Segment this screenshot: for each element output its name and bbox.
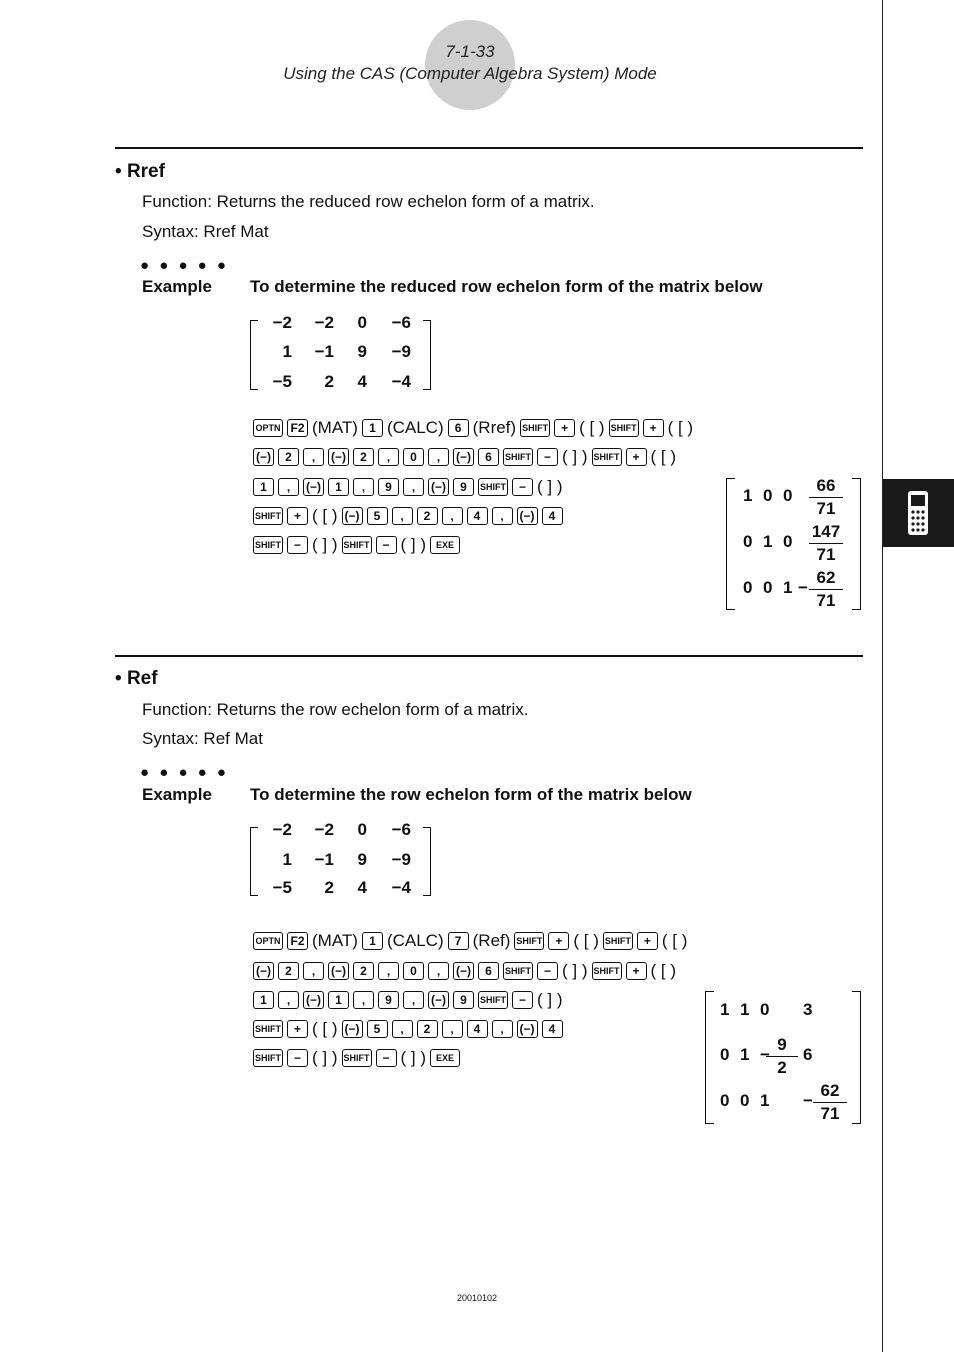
syntax-text: Syntax: Rref Mat xyxy=(142,222,269,241)
result-cell: 1 xyxy=(740,1000,750,1019)
key-caption: (MAT) xyxy=(312,417,358,437)
matrix-cell: 2 xyxy=(324,372,334,391)
matrix-cell: 9 xyxy=(357,342,367,361)
input-matrix xyxy=(250,820,431,897)
result-cell: 0 xyxy=(740,1091,750,1110)
f2-key: F2 xyxy=(287,419,308,437)
comma-key: , xyxy=(428,448,449,466)
minus-key: − xyxy=(512,991,533,1009)
example-text: To determine the row echelon form of the matrix below xyxy=(250,785,692,804)
matrix-cell: 1 xyxy=(282,850,292,869)
matrix-cell: −5 xyxy=(272,372,292,391)
result-cell: 3 xyxy=(803,1000,813,1019)
minus-key: − xyxy=(537,448,558,466)
key-sequence-line xyxy=(253,929,691,951)
key-caption: (CALC) xyxy=(386,930,444,950)
plus-key: + xyxy=(626,448,647,466)
result-sign: − xyxy=(803,1091,813,1110)
two-key: 2 xyxy=(417,507,438,525)
zero-key: 0 xyxy=(403,962,424,980)
neg-key: (−) xyxy=(303,991,324,1009)
matrix-cell: −9 xyxy=(391,342,411,361)
one-key: 1 xyxy=(362,419,383,437)
neg-key: (−) xyxy=(328,448,349,466)
nine-key: 9 xyxy=(378,478,399,496)
shift-key: SHIFT xyxy=(253,1020,283,1038)
result-cell: 0 xyxy=(760,1000,770,1019)
key-sequence-line xyxy=(253,988,567,1010)
key-caption: ( ] ) xyxy=(562,446,588,466)
key-caption: ( [ ) xyxy=(667,417,694,437)
matrix-cell: −2 xyxy=(272,313,292,332)
example-dots: ● ● ● ● ● xyxy=(140,764,229,781)
two-key: 2 xyxy=(417,1020,438,1038)
key-sequence-line xyxy=(253,1046,464,1068)
section-title: • Ref xyxy=(115,668,158,689)
neg-key: (−) xyxy=(453,448,474,466)
zero-key: 0 xyxy=(403,448,424,466)
matrix-cell: 4 xyxy=(357,878,367,897)
matrix-cell: −1 xyxy=(314,850,334,869)
matrix-cell: −2 xyxy=(272,820,292,839)
comma-key: , xyxy=(442,507,463,525)
key-caption: (MAT) xyxy=(312,930,358,950)
six-key: 6 xyxy=(478,962,499,980)
two-key: 2 xyxy=(353,448,374,466)
one-key: 1 xyxy=(362,932,383,950)
result-cell: 0 xyxy=(720,1045,730,1064)
exe-key: EXE xyxy=(430,1049,460,1067)
four-key: 4 xyxy=(467,507,488,525)
result-sign: − xyxy=(798,578,808,597)
result-cell: 0 xyxy=(763,486,773,505)
comma-key: , xyxy=(378,962,399,980)
shift-key: SHIFT xyxy=(609,419,639,437)
matrix-cell: −4 xyxy=(391,878,411,897)
right-margin-line xyxy=(882,0,883,1352)
matrix-cell: −4 xyxy=(391,372,411,391)
shift-key: SHIFT xyxy=(253,536,283,554)
key-caption: ( [ ) xyxy=(661,930,688,950)
matrix-cell: 9 xyxy=(357,850,367,869)
section-rule xyxy=(115,147,863,149)
shift-key: SHIFT xyxy=(253,1049,283,1067)
matrix-cell: 2 xyxy=(324,878,334,897)
four-key: 4 xyxy=(542,1020,563,1038)
function-description: Function: Returns the reduced row echelon form of a matrix. xyxy=(142,192,595,211)
neg-key: (−) xyxy=(328,962,349,980)
result-cell: 1 xyxy=(763,532,773,551)
neg-key: (−) xyxy=(342,507,363,525)
result-fraction: $\frac{62}{71}$ xyxy=(813,1081,847,1124)
matrix-cell: 0 xyxy=(357,313,367,332)
chapter-tab xyxy=(883,479,954,547)
key-caption: ( ] ) xyxy=(312,1047,338,1067)
minus-key: − xyxy=(537,962,558,980)
key-caption: ( ] ) xyxy=(562,960,588,980)
matrix-cell: −5 xyxy=(272,878,292,897)
result-matrix xyxy=(726,478,861,608)
result-cell: 0 xyxy=(743,578,753,597)
four-key: 4 xyxy=(542,507,563,525)
optn-key: OPTN xyxy=(253,932,283,950)
syntax-text: Syntax: Ref Mat xyxy=(142,729,263,748)
minus-key: − xyxy=(287,536,308,554)
result-cell: 0 xyxy=(743,532,753,551)
neg-key: (−) xyxy=(517,1020,538,1038)
neg-key: (−) xyxy=(253,448,274,466)
plus-key: + xyxy=(554,419,575,437)
result-fraction: $\frac{147}{71}$ xyxy=(809,522,843,565)
key-sequence-line xyxy=(253,533,464,555)
comma-key: , xyxy=(403,478,424,496)
shift-key: SHIFT xyxy=(592,448,622,466)
key-caption: ( [ ) xyxy=(312,505,338,525)
page-number: 7-1-33 xyxy=(445,42,495,61)
key-sequence-line xyxy=(253,475,567,497)
nine-key: 9 xyxy=(453,478,474,496)
neg-key: (−) xyxy=(428,991,449,1009)
comma-key: , xyxy=(353,991,374,1009)
neg-key: (−) xyxy=(253,962,274,980)
one-key: 1 xyxy=(328,478,349,496)
function-description: Function: Returns the row echelon form of a matrix. xyxy=(142,700,529,719)
shift-key: SHIFT xyxy=(342,536,372,554)
comma-key: , xyxy=(303,962,324,980)
plus-key: + xyxy=(548,932,569,950)
matrix-cell: −2 xyxy=(314,313,334,332)
result-cell: 1 xyxy=(743,486,753,505)
six-key: 6 xyxy=(478,448,499,466)
matrix-cell: −9 xyxy=(391,850,411,869)
two-key: 2 xyxy=(353,962,374,980)
input-matrix xyxy=(250,313,431,391)
matrix-cell: 4 xyxy=(357,372,367,391)
chapter-title: Using the CAS (Computer Algebra System) Mode xyxy=(283,64,657,83)
result-cell: 0 xyxy=(783,486,793,505)
result-matrix xyxy=(705,991,861,1122)
result-cell: 6 xyxy=(803,1045,813,1064)
shift-key: SHIFT xyxy=(478,991,508,1009)
comma-key: , xyxy=(492,507,513,525)
example-text: To determine the reduced row echelon form of the matrix below xyxy=(250,277,763,296)
key-caption: (Ref) xyxy=(472,930,511,950)
five-key: 5 xyxy=(367,507,388,525)
comma-key: , xyxy=(392,507,413,525)
matrix-cell: −2 xyxy=(314,820,334,839)
result-cell: 1 xyxy=(783,578,793,597)
key-caption: ( ] ) xyxy=(400,534,426,554)
comma-key: , xyxy=(278,991,299,1009)
key-caption: ( [ ) xyxy=(312,1018,338,1038)
comma-key: , xyxy=(378,448,399,466)
nine-key: 9 xyxy=(453,991,474,1009)
result-cell: 1 xyxy=(760,1091,770,1110)
key-caption: ( ] ) xyxy=(312,534,338,554)
one-key: 1 xyxy=(328,991,349,1009)
minus-key: − xyxy=(287,1049,308,1067)
minus-key: − xyxy=(512,478,533,496)
shift-key: SHIFT xyxy=(603,932,633,950)
calculator-icon xyxy=(883,479,954,547)
matrix-cell: −1 xyxy=(314,342,334,361)
comma-key: , xyxy=(403,991,424,1009)
matrix-cell: −6 xyxy=(391,313,411,332)
key-caption: ( [ ) xyxy=(650,960,676,980)
f2-key: F2 xyxy=(287,932,308,950)
shift-key: SHIFT xyxy=(503,962,533,980)
shift-key: SHIFT xyxy=(592,962,622,980)
key-caption: (CALC) xyxy=(386,417,444,437)
matrix-cell: 1 xyxy=(282,342,292,361)
shift-key: SHIFT xyxy=(342,1049,372,1067)
two-key: 2 xyxy=(278,962,299,980)
key-sequence-line xyxy=(253,1017,567,1039)
key-caption: (Rref) xyxy=(472,417,517,437)
comma-key: , xyxy=(303,448,324,466)
matrix-cell: −6 xyxy=(391,820,411,839)
five-key: 5 xyxy=(367,1020,388,1038)
footer-code: 20010102 xyxy=(456,1293,498,1303)
result-cell: 1 xyxy=(720,1000,730,1019)
plus-key: + xyxy=(287,1020,308,1038)
two-key: 2 xyxy=(278,448,299,466)
exe-key: EXE xyxy=(430,536,460,554)
one-key: 1 xyxy=(253,478,274,496)
comma-key: , xyxy=(428,962,449,980)
shift-key: SHIFT xyxy=(503,448,533,466)
neg-key: (−) xyxy=(517,507,538,525)
comma-key: , xyxy=(492,1020,513,1038)
section-title: • Rref xyxy=(115,161,165,182)
shift-key: SHIFT xyxy=(514,932,544,950)
example-label: Example xyxy=(142,277,212,296)
neg-key: (−) xyxy=(428,478,449,496)
key-caption: ( ] ) xyxy=(537,989,563,1009)
neg-key: (−) xyxy=(342,1020,363,1038)
result-sign: − xyxy=(760,1045,770,1064)
minus-key: − xyxy=(376,1049,397,1067)
matrix-cell: 0 xyxy=(357,820,367,839)
six-key: 6 xyxy=(448,419,469,437)
optn-key: OPTN xyxy=(253,419,283,437)
key-caption: ( ] ) xyxy=(400,1047,426,1067)
result-cell: 0 xyxy=(783,532,793,551)
key-caption: ( ] ) xyxy=(537,476,563,496)
shift-key: SHIFT xyxy=(520,419,550,437)
result-cell: 1 xyxy=(740,1045,750,1064)
result-fraction: $\frac{66}{71}$ xyxy=(809,476,843,519)
key-caption: ( [ ) xyxy=(579,417,605,437)
key-caption: ( [ ) xyxy=(573,930,599,950)
one-key: 1 xyxy=(253,991,274,1009)
comma-key: , xyxy=(442,1020,463,1038)
key-sequence-line xyxy=(253,959,680,981)
shift-key: SHIFT xyxy=(478,478,508,496)
key-sequence-line xyxy=(253,416,697,438)
plus-key: + xyxy=(287,507,308,525)
seven-key: 7 xyxy=(448,932,469,950)
comma-key: , xyxy=(353,478,374,496)
neg-key: (−) xyxy=(453,962,474,980)
plus-key: + xyxy=(643,419,664,437)
key-caption: ( [ ) xyxy=(650,446,676,466)
minus-key: − xyxy=(376,536,397,554)
key-sequence-line xyxy=(253,504,567,526)
result-cell: 0 xyxy=(763,578,773,597)
plus-key: + xyxy=(637,932,658,950)
neg-key: (−) xyxy=(303,478,324,496)
result-cell: 0 xyxy=(720,1091,730,1110)
example-dots: ● ● ● ● ● xyxy=(140,257,229,274)
four-key: 4 xyxy=(467,1020,488,1038)
shift-key: SHIFT xyxy=(253,507,283,525)
comma-key: , xyxy=(278,478,299,496)
comma-key: , xyxy=(392,1020,413,1038)
nine-key: 9 xyxy=(378,991,399,1009)
plus-key: + xyxy=(626,962,647,980)
result-fraction: $\frac{9}{2}$ xyxy=(766,1035,798,1078)
example-label: Example xyxy=(142,785,212,804)
key-sequence-line xyxy=(253,445,680,467)
section-rule xyxy=(115,655,863,657)
result-fraction: $\frac{62}{71}$ xyxy=(809,568,843,611)
